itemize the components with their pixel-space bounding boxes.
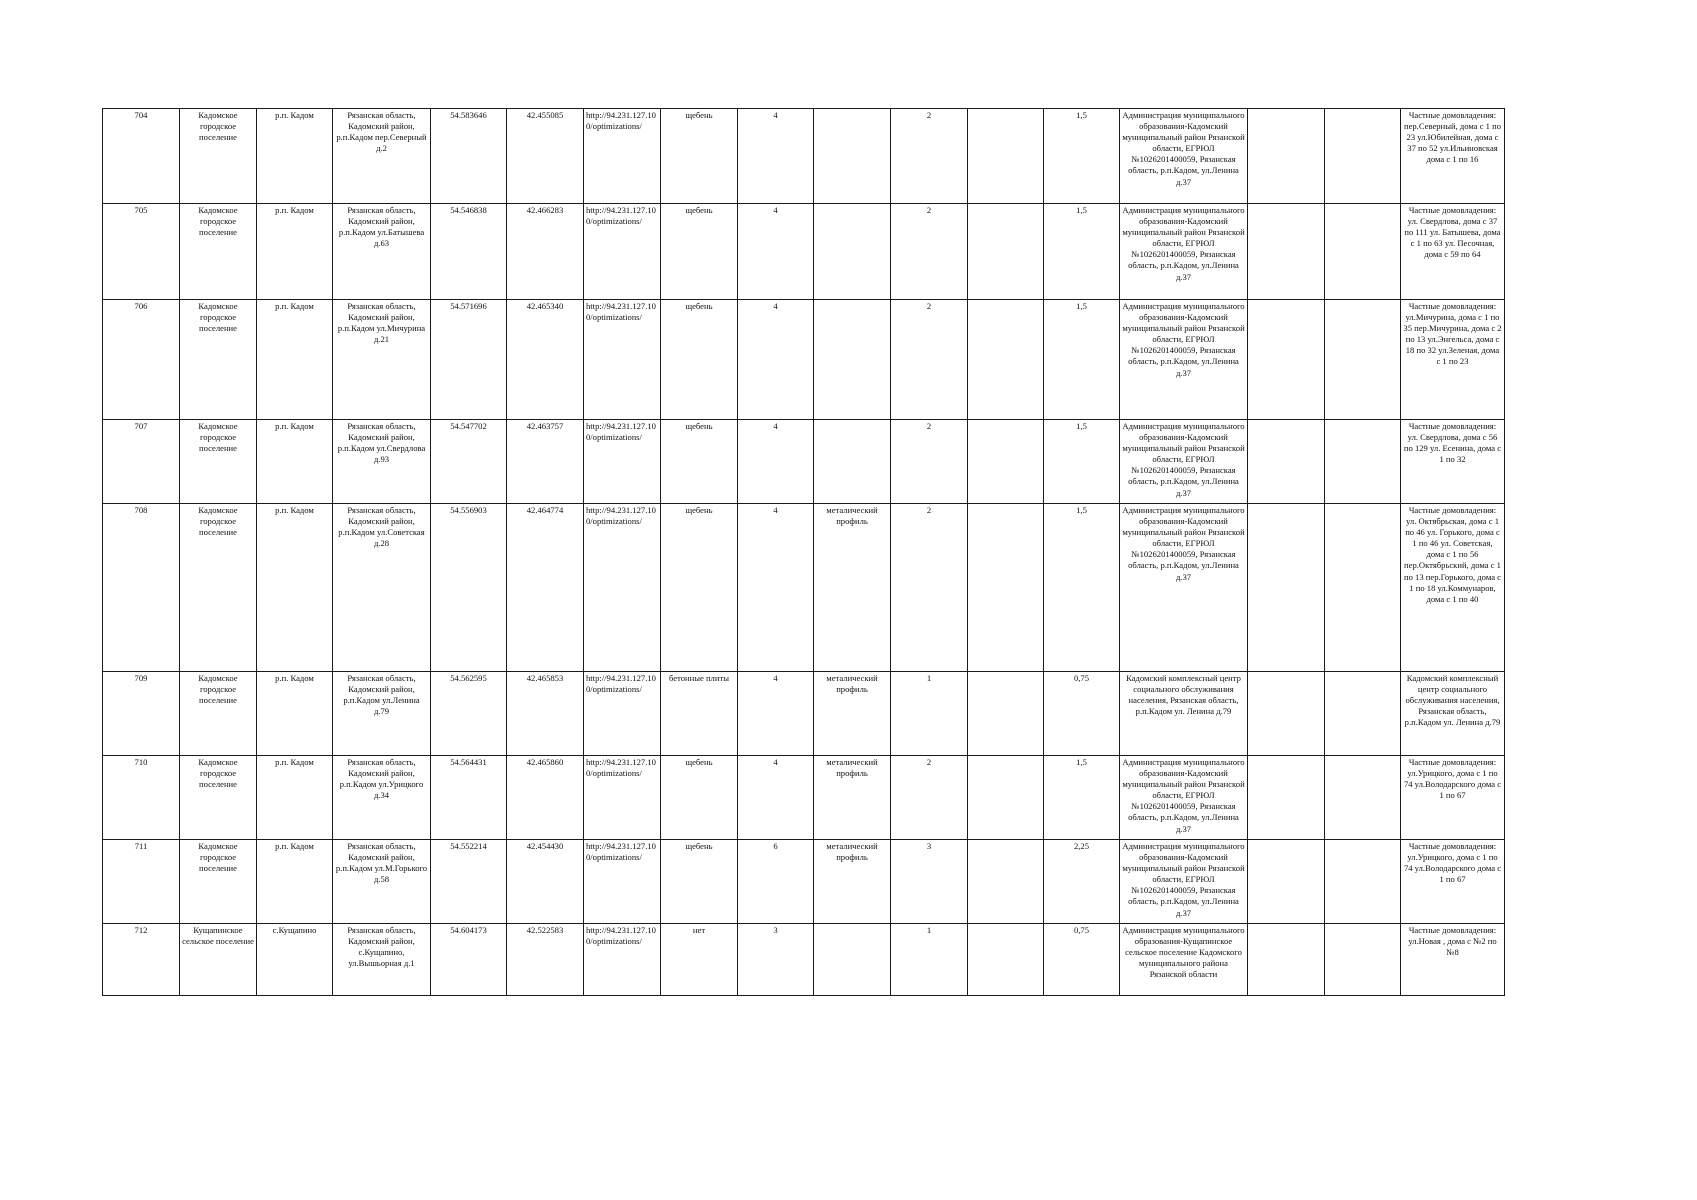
empty-cell	[1248, 109, 1325, 204]
locality-cell: р.п. Кадом	[257, 504, 333, 672]
waste-sources-cell: Частные домовладения: ул.Урицкого, дома с 1 по 74 ул.Володарского дома с 1 по 67	[1401, 756, 1505, 840]
address-cell: Рязанская область, Кадомский район, р.п.Кадом пер.Северный д.2	[333, 109, 431, 204]
table-row	[103, 420, 1505, 504]
fence-cell: металический профиль	[814, 756, 891, 840]
empty-cell	[968, 504, 1044, 672]
latitude-cell: 54.564431	[431, 756, 507, 840]
area-cell: 3	[738, 924, 814, 996]
owner-cell: Администрация муниципального образования-Кадомский муниципальный район Рязанской области, ЕГРЮЛ №1026201400059, Рязанская область, р.п.Кадом, ул.Ленина д.37	[1120, 756, 1248, 840]
settlement-cell: Кадомское городское поселение	[180, 840, 257, 924]
empty-cell	[968, 109, 1044, 204]
empty-cell	[1325, 420, 1401, 504]
container-count-cell: 2	[891, 109, 968, 204]
container-count-cell: 2	[891, 300, 968, 420]
map-link-cell: http://94.231.127.100/optimizations/	[584, 504, 661, 672]
table-row	[103, 672, 1505, 756]
longitude-cell: 42.463757	[507, 420, 584, 504]
empty-cell	[1248, 300, 1325, 420]
settlement-cell: Кадомское городское поселение	[180, 756, 257, 840]
volume-cell: 1,5	[1044, 420, 1120, 504]
area-cell: 6	[738, 840, 814, 924]
fence-cell	[814, 109, 891, 204]
fence-cell	[814, 204, 891, 300]
locality-cell: р.п. Кадом	[257, 756, 333, 840]
owner-cell: Администрация муниципального образования-Кадомский муниципальный район Рязанской области, ЕГРЮЛ №1026201400059, Рязанская область, р.п.Кадом, ул.Ленина д.37	[1120, 204, 1248, 300]
container-count-cell: 1	[891, 924, 968, 996]
map-link-cell: http://94.231.127.100/optimizations/	[584, 109, 661, 204]
surface-cell: нет	[661, 924, 738, 996]
latitude-cell: 54.556903	[431, 504, 507, 672]
longitude-cell: 42.465853	[507, 672, 584, 756]
longitude-cell: 42.465340	[507, 300, 584, 420]
empty-cell	[968, 924, 1044, 996]
owner-cell: Администрация муниципального образования-Кадомский муниципальный район Рязанской области, ЕГРЮЛ №1026201400059, Рязанская область, р.п.Кадом, ул.Ленина д.37	[1120, 504, 1248, 672]
registry-table	[102, 108, 1505, 996]
surface-cell: щебень	[661, 504, 738, 672]
row-number-cell: 708	[103, 504, 180, 672]
address-cell: Рязанская область, Кадомский район, р.п.Кадом ул.Батышева д.63	[333, 204, 431, 300]
row-number-cell: 709	[103, 672, 180, 756]
volume-cell: 0,75	[1044, 672, 1120, 756]
row-number-cell: 706	[103, 300, 180, 420]
container-count-cell: 3	[891, 840, 968, 924]
empty-cell	[1248, 672, 1325, 756]
waste-sources-cell: Частные домовладения: пер.Северный, дома с 1 по 23 ул.Юбилейная, дома с 37 по 52 ул.Ильиновская дома с 1 по 16	[1401, 109, 1505, 204]
surface-cell: щебень	[661, 300, 738, 420]
latitude-cell: 54.552214	[431, 840, 507, 924]
row-number-cell: 705	[103, 204, 180, 300]
table-row	[103, 109, 1505, 204]
volume-cell: 1,5	[1044, 300, 1120, 420]
settlement-cell: Кадомское городское поселение	[180, 672, 257, 756]
locality-cell: р.п. Кадом	[257, 672, 333, 756]
volume-cell: 1,5	[1044, 204, 1120, 300]
empty-cell	[1248, 504, 1325, 672]
waste-sources-cell: Частные домовладения: ул. Свердлова, дома с 37 по 111 ул. Батышева, дома с 1 по 63 ул. Песочная, дома с 59 по 64	[1401, 204, 1505, 300]
waste-sources-cell: Частные домовладения: ул. Октябрьская, дома с 1 по 46 ул. Горького, дома с 1 по 46 ул. Советская, дома с 1 по 56 пер.Октябрьский, дома с 1 по 13 пер.Горького, дома с 1 по 18 ул.Коммунаров, дома с 1 по 40	[1401, 504, 1505, 672]
row-number-cell: 712	[103, 924, 180, 996]
waste-sources-cell: Частные домовладения: ул.Мичурина, дома с 1 по 35 пер.Мичурина, дома с 2 по 13 ул.Энгельса, дома с 18 по 32 ул.Зеленая, дома с 1 по 23	[1401, 300, 1505, 420]
owner-cell: Кадомский комплексный центр социального обслуживания населения, Рязанская область, р.п.Кадом ул. Ленина д.79	[1120, 672, 1248, 756]
settlement-cell: Кадомское городское поселение	[180, 504, 257, 672]
longitude-cell: 42.466283	[507, 204, 584, 300]
fence-cell: металический профиль	[814, 840, 891, 924]
table-row	[103, 840, 1505, 924]
locality-cell: р.п. Кадом	[257, 420, 333, 504]
empty-cell	[968, 204, 1044, 300]
surface-cell: бетонные плиты	[661, 672, 738, 756]
locality-cell: р.п. Кадом	[257, 840, 333, 924]
surface-cell: щебень	[661, 756, 738, 840]
address-cell: Рязанская область, Кадомский район, р.п.Кадом ул.Советская д.28	[333, 504, 431, 672]
row-number-cell: 707	[103, 420, 180, 504]
table-row	[103, 504, 1505, 672]
latitude-cell: 54.562595	[431, 672, 507, 756]
settlement-cell: Кадомское городское поселение	[180, 109, 257, 204]
address-cell: Рязанская область, Кадомский район, р.п.Кадом ул.Свердлова д.93	[333, 420, 431, 504]
address-cell: Рязанская область, Кадомский район, с.Кущапино, ул.Вышьорная д.1	[333, 924, 431, 996]
latitude-cell: 54.546838	[431, 204, 507, 300]
surface-cell: щебень	[661, 420, 738, 504]
settlement-cell: Кадомское городское поселение	[180, 420, 257, 504]
container-count-cell: 2	[891, 420, 968, 504]
latitude-cell: 54.583646	[431, 109, 507, 204]
container-count-cell: 2	[891, 504, 968, 672]
empty-cell	[1325, 672, 1401, 756]
empty-cell	[1248, 204, 1325, 300]
volume-cell: 1,5	[1044, 504, 1120, 672]
owner-cell: Администрация муниципального образования-Кущапинское сельское поселение Кадомского муниципального района Рязанской области	[1120, 924, 1248, 996]
empty-cell	[1325, 109, 1401, 204]
surface-cell: щебень	[661, 109, 738, 204]
longitude-cell: 42.455085	[507, 109, 584, 204]
empty-cell	[1248, 924, 1325, 996]
empty-cell	[1248, 840, 1325, 924]
container-count-cell: 1	[891, 672, 968, 756]
area-cell: 4	[738, 672, 814, 756]
map-link-cell: http://94.231.127.100/optimizations/	[584, 924, 661, 996]
map-link-cell: http://94.231.127.100/optimizations/	[584, 756, 661, 840]
fence-cell	[814, 300, 891, 420]
area-cell: 4	[738, 109, 814, 204]
fence-cell	[814, 420, 891, 504]
empty-cell	[1325, 924, 1401, 996]
address-cell: Рязанская область, Кадомский район, р.п.Кадом ул.Мичурина д.21	[333, 300, 431, 420]
map-link-cell: http://94.231.127.100/optimizations/	[584, 300, 661, 420]
locality-cell: р.п. Кадом	[257, 109, 333, 204]
locality-cell: р.п. Кадом	[257, 204, 333, 300]
map-link-cell: http://94.231.127.100/optimizations/	[584, 840, 661, 924]
locality-cell: с.Кущапино	[257, 924, 333, 996]
waste-sources-cell: Частные домовладения: ул. Свердлова, дома с 56 по 129 ул. Есенина, дома с 1 по 32	[1401, 420, 1505, 504]
longitude-cell: 42.464774	[507, 504, 584, 672]
latitude-cell: 54.571696	[431, 300, 507, 420]
container-count-cell: 2	[891, 204, 968, 300]
empty-cell	[1248, 420, 1325, 504]
address-cell: Рязанская область, Кадомский район, р.п.Кадом ул.М.Горького д.58	[333, 840, 431, 924]
empty-cell	[968, 672, 1044, 756]
owner-cell: Администрация муниципального образования-Кадомский муниципальный район Рязанской области, ЕГРЮЛ №1026201400059, Рязанская область, р.п.Кадом, ул.Ленина д.37	[1120, 300, 1248, 420]
row-number-cell: 711	[103, 840, 180, 924]
container-count-cell: 2	[891, 756, 968, 840]
fence-cell: металический профиль	[814, 504, 891, 672]
settlement-cell: Кадомское городское поселение	[180, 300, 257, 420]
volume-cell: 0,75	[1044, 924, 1120, 996]
empty-cell	[1325, 840, 1401, 924]
empty-cell	[968, 840, 1044, 924]
longitude-cell: 42.454430	[507, 840, 584, 924]
latitude-cell: 54.604173	[431, 924, 507, 996]
waste-sources-cell: Кадомский комплексный центр социального обслуживания населения, Рязанская область, р.п.Кадом ул. Ленина д.79	[1401, 672, 1505, 756]
table-body	[103, 109, 1505, 996]
empty-cell	[1248, 756, 1325, 840]
map-link-cell: http://94.231.127.100/optimizations/	[584, 204, 661, 300]
longitude-cell: 42.522583	[507, 924, 584, 996]
table-row	[103, 300, 1505, 420]
row-number-cell: 704	[103, 109, 180, 204]
owner-cell: Администрация муниципального образования-Кадомский муниципальный район Рязанской области, ЕГРЮЛ №1026201400059, Рязанская область, р.п.Кадом, ул.Ленина д.37	[1120, 840, 1248, 924]
owner-cell: Администрация муниципального образования-Кадомский муниципальный район Рязанской области, ЕГРЮЛ №1026201400059, Рязанская область, р.п.Кадом, ул.Ленина д.37	[1120, 420, 1248, 504]
area-cell: 4	[738, 504, 814, 672]
map-link-cell: http://94.231.127.100/optimizations/	[584, 420, 661, 504]
area-cell: 4	[738, 420, 814, 504]
map-link-cell: http://94.231.127.100/optimizations/	[584, 672, 661, 756]
empty-cell	[968, 300, 1044, 420]
empty-cell	[968, 420, 1044, 504]
surface-cell: щебень	[661, 840, 738, 924]
address-cell: Рязанская область, Кадомский район, р.п.Кадом ул.Ленина д.79	[333, 672, 431, 756]
fence-cell	[814, 924, 891, 996]
waste-sources-cell: Частные домовладения: ул.Новая , дома с №2 по №8	[1401, 924, 1505, 996]
settlement-cell: Кадомское городское поселение	[180, 204, 257, 300]
volume-cell: 1,5	[1044, 756, 1120, 840]
address-cell: Рязанская область, Кадомский район, р.п.Кадом ул.Урицкого д.34	[333, 756, 431, 840]
area-cell: 4	[738, 300, 814, 420]
settlement-cell: Кущапинское сельское поселение	[180, 924, 257, 996]
row-number-cell: 710	[103, 756, 180, 840]
owner-cell: Администрация муниципального образования-Кадомский муниципальный район Рязанской области, ЕГРЮЛ №1026201400059, Рязанская область, р.п.Кадом, ул.Ленина д.37	[1120, 109, 1248, 204]
area-cell: 4	[738, 204, 814, 300]
table-row	[103, 756, 1505, 840]
empty-cell	[1325, 300, 1401, 420]
waste-sources-cell: Частные домовладения: ул.Урицкого, дома с 1 по 74 ул.Володарского дома с 1 по 67	[1401, 840, 1505, 924]
empty-cell	[1325, 504, 1401, 672]
table-row	[103, 204, 1505, 300]
fence-cell: металический профиль	[814, 672, 891, 756]
longitude-cell: 42.465860	[507, 756, 584, 840]
table-row	[103, 924, 1505, 996]
volume-cell: 2,25	[1044, 840, 1120, 924]
surface-cell: щебень	[661, 204, 738, 300]
locality-cell: р.п. Кадом	[257, 300, 333, 420]
latitude-cell: 54.547702	[431, 420, 507, 504]
empty-cell	[1325, 756, 1401, 840]
area-cell: 4	[738, 756, 814, 840]
empty-cell	[968, 756, 1044, 840]
empty-cell	[1325, 204, 1401, 300]
volume-cell: 1,5	[1044, 109, 1120, 204]
